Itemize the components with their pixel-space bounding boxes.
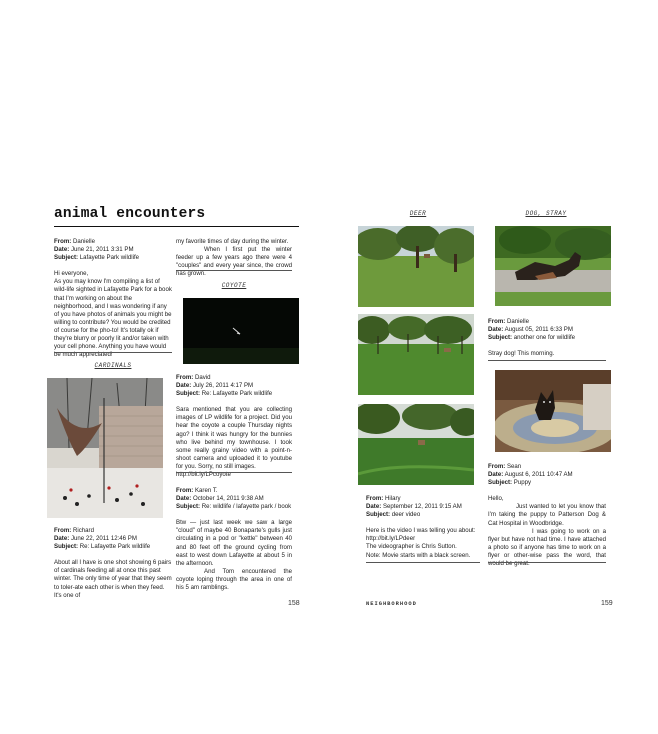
page-title: animal encounters (54, 206, 206, 222)
from-label: From: (488, 318, 506, 325)
email-body: Stray dog! This morning. (488, 350, 555, 358)
from-value: Richard (72, 527, 94, 534)
email-body-cont2: When I first put the winter feeder up a few years ago there were 4 "couples" and every year since, the crowd has grown. (176, 246, 292, 278)
puppy-photo (495, 370, 611, 452)
subject-label: Subject: (366, 511, 391, 519)
email-line: The videographer is Chris Sutton. (366, 543, 457, 551)
subject-value: Re: wildlife / lafayette park / book (201, 503, 292, 511)
email-hilary (366, 495, 480, 560)
subject-label: Subject: (54, 543, 79, 551)
date-value: August 05, 2011 6:33 PM (504, 326, 573, 334)
email-karen (176, 487, 292, 592)
deer-link[interactable]: http://bit.ly/LPdeer (366, 535, 416, 543)
subject-value: deer video (391, 511, 421, 519)
from-value: David (194, 374, 211, 381)
date-label: Date: (176, 495, 192, 503)
email-body: As you may know I'm compiling a list of wild-life sighted in Lafayette Park for a book that I'm working on about the neighborhood, and I was wondering if any of you have photos of animals you might be willing to contribute? You would be credited of course for the pho-to! It's totally ok if they're blurry or poorly lit and/or taken with your cell phone. Anything you have would be much appreciated! (54, 278, 172, 359)
date-value: October 14, 2011 9:38 AM (192, 495, 264, 503)
title-rule (54, 226, 299, 227)
divider (366, 562, 480, 563)
stray-dog-photo (495, 226, 611, 306)
date-value: June 21, 2011 3:31 PM (70, 246, 134, 254)
from-value: Danielle (72, 238, 95, 245)
email-danielle-stray (488, 318, 606, 358)
email-body2: And Tom encountered the coyote loping through the area in one of his 5 am ramblings. (176, 567, 292, 592)
coyote-link[interactable]: http://bit.ly/LPcoyote (176, 471, 231, 479)
page-number-right: 159 (601, 600, 613, 607)
subject-label: Subject: (176, 390, 201, 398)
email-richard-continued (176, 238, 292, 278)
from-label: From: (488, 463, 506, 470)
date-value: August 6, 2011 10:47 AM (504, 471, 573, 479)
deer-photo-2 (358, 314, 474, 395)
coyote-photo (183, 298, 299, 364)
from-label: From: (366, 495, 384, 502)
email-body: About all I have is one shot showing 6 pairs of cardinals feeding all at once this past winter. The only time of year that they seem to toler-ate each other is when they feed. It's one of (54, 559, 172, 599)
from-value: Karen T. (194, 487, 218, 494)
from-value: Hilary (384, 495, 401, 502)
email-danielle-request (54, 238, 172, 359)
from-label: From: (176, 374, 194, 381)
section-label-dog-stray: DOG, STRAY (525, 210, 567, 217)
page-number-left: 158 (288, 600, 300, 607)
subject-label: Subject: (488, 479, 513, 487)
email-body: Sara mentioned that you are collecting images of LP wildlife for a project. Did you hear the coyote a couple Thursday nights ago? I think it was hungry for the bunnies who live behind my townhouse. I took some really grainy video with a point-n-shoot camera and uploaded it to youtube for you. Sorry, no still images. (176, 406, 292, 470)
section-label-coyote: COYOTE (221, 282, 247, 289)
email-body-cont: my favorite times of day during the winter. (176, 238, 289, 245)
running-head: NEIGHBORHOOD (366, 601, 417, 607)
section-label-deer: DEER (409, 210, 427, 217)
deer-photo-1 (358, 226, 474, 307)
divider (176, 270, 292, 271)
subject-label: Subject: (488, 334, 513, 342)
divider (176, 472, 292, 473)
cardinals-photo (47, 378, 163, 518)
date-label: Date: (488, 471, 504, 479)
from-value: Danielle (506, 318, 529, 325)
section-label-cardinals: CARDINALS (94, 362, 132, 369)
email-line: Note: Movie starts with a black screen. (366, 551, 471, 559)
email-david (176, 374, 292, 479)
subject-value: Re: Lafayette Park wildlife (79, 543, 151, 551)
date-label: Date: (488, 326, 504, 334)
deer-photo-3 (358, 404, 474, 485)
subject-label: Subject: (54, 254, 79, 262)
from-label: From: (54, 527, 72, 534)
date-label: Date: (366, 503, 382, 511)
subject-value: Lafayette Park wildlife (79, 254, 140, 262)
divider (488, 562, 606, 563)
subject-label: Subject: (176, 503, 201, 511)
greeting: Hello, (488, 495, 504, 503)
email-body: Just wanted to let you know that I'm taking the puppy to Patterson Dog & Cat Hospital in Woodbridge. (488, 503, 606, 527)
from-value: Sean (506, 463, 522, 470)
email-body: Btw — just last week we saw a large "cloud" of maybe 40 Bonaparte's gulls just circulating in a pod or "kettle" between 40 and 80 feet off the ground cycling from east to west down Lafayette at about 5 in the afternoon. (176, 519, 292, 567)
subject-value: Puppy (513, 479, 532, 487)
date-value: June 22, 2011 12:46 PM (70, 535, 137, 543)
date-label: Date: (54, 535, 70, 543)
greeting: Hi everyone, (54, 270, 89, 278)
divider (54, 352, 172, 353)
date-label: Date: (54, 246, 70, 254)
date-value: July 26, 2011 4:17 PM (192, 382, 254, 390)
email-line: Here is the video I was telling you about: (366, 527, 476, 535)
subject-value: another one for wildlife (513, 334, 576, 342)
divider (488, 360, 606, 361)
from-label: From: (176, 487, 194, 494)
from-label: From: (54, 238, 72, 245)
subject-value: Re: Lafayette Park wildlife (201, 390, 273, 398)
date-value: September 12, 2011 9:15 AM (382, 503, 462, 511)
email-richard (54, 527, 172, 600)
email-body2: I was going to work on a flyer but have not had time. I have attached a photo so if anyone has time to work on a flyer or other-wise pass the word, that would be great. (488, 527, 606, 568)
email-sean (488, 463, 606, 568)
date-label: Date: (176, 382, 192, 390)
